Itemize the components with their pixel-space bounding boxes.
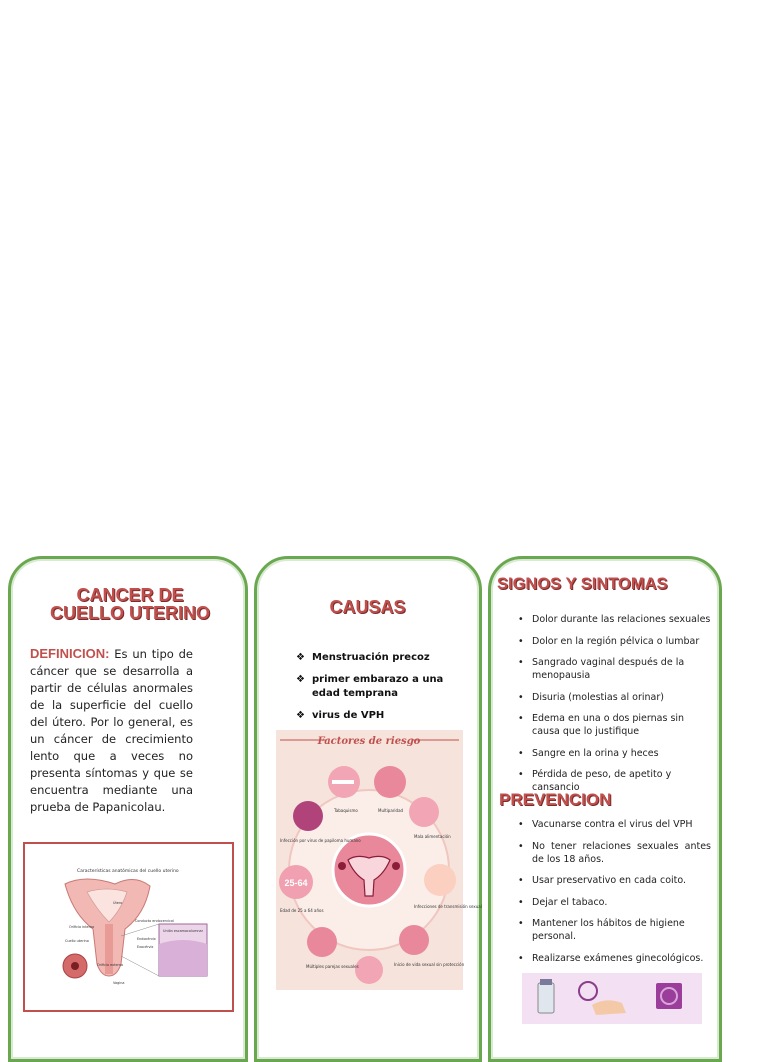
bullet-icon: • [518, 875, 524, 886]
list-item [516, 840, 711, 866]
factor-label-multiparidad: Multiparidad [378, 808, 404, 813]
diamond-bullet-icon: ❖ [296, 652, 305, 663]
ovary-right-icon [392, 862, 400, 870]
symptoms-list [516, 613, 711, 803]
definition-text: Es un tipo de cáncer que se desarrolla a partir de células anormales de la superficie del cuello del útero. Por lo general, es un cáncer de crecimiento lento que a veces no presenta síntomas y que se encuentra mediante una prueba de Papanicolau. [30, 647, 193, 814]
symptom-text: Edema en una o dos piernas sin causa que lo justifique [532, 713, 685, 737]
bullet-icon: • [518, 713, 524, 724]
prevention-title: PREVENCION [499, 790, 612, 809]
infographic-title: Factores de riesgo [317, 736, 421, 747]
vida-sexual-icon [399, 925, 429, 955]
panel2-title: CAUSAS [329, 597, 406, 617]
symptom-text: Disuria (molestias al orinar) [532, 691, 664, 703]
anatomy-figure-frame [23, 842, 234, 1012]
title-line-1: CANCER DE [76, 585, 184, 605]
factor-label-tabaquismo: Tabaquismo [334, 808, 358, 813]
cigarette-icon [332, 780, 354, 784]
definition-label: DEFINICION [30, 646, 106, 661]
list-item [516, 613, 711, 626]
symptom-text: Dolor durante las relaciones sexuales [532, 614, 711, 625]
bullet-icon: • [518, 769, 524, 780]
age-badge: 25-64 [284, 878, 308, 888]
bullet-icon: • [518, 747, 524, 759]
list-item [516, 952, 711, 965]
vph-icon [293, 801, 323, 831]
its-icon [424, 864, 456, 896]
cause-text: primer embarazo a una edad temprana [312, 674, 444, 699]
diamond-bullet-icon: ❖ [296, 674, 305, 685]
prevention-text: Vacunarse contra el virus del VPH [532, 819, 693, 830]
factor-label-vida-sexual: Inicio de vida sexual sin protección [394, 962, 465, 967]
factor-label-vph: Infección por virus de papiloma humano [280, 838, 361, 843]
prevention-text: Dejar el tabaco. [532, 896, 608, 908]
prevention-icons [522, 973, 702, 1024]
list-item [516, 691, 711, 704]
label-endocervix: Endocérvix [137, 937, 156, 941]
vaccine-vial-icon [538, 983, 554, 1013]
bullet-icon: • [518, 614, 524, 625]
bullet-icon: • [518, 952, 524, 964]
factor-label-alimentacion: Mala alimentación [414, 834, 451, 839]
prevention-list [516, 818, 711, 973]
definition-colon: : [105, 646, 110, 661]
symptom-text: Sangrado vaginal después de la menopausia [532, 657, 685, 681]
figure-title: Características anatómicas del cuello uterino [77, 869, 179, 874]
panel1-title [30, 586, 230, 622]
multiparidad-icon [374, 766, 406, 798]
timer-icon [579, 982, 597, 1000]
factor-label-edad: Edad de 25 a 64 años [280, 908, 324, 913]
list-item [296, 673, 456, 701]
bullet-icon: • [518, 635, 524, 647]
factor-label-its: Infecciones de transmisión sexual [414, 904, 482, 909]
list-item [516, 712, 711, 738]
prevention-text: Mantener los hábitos de higiene personal. [532, 918, 685, 942]
bullet-icon: • [518, 657, 524, 668]
bullet-icon: • [518, 840, 524, 852]
list-item [296, 651, 456, 665]
risk-factors-infographic [276, 730, 482, 990]
symptom-text: Dolor en la región pélvica o lumbar [532, 635, 700, 647]
zoom-line-2 [121, 956, 159, 976]
vial-cap-icon [540, 979, 552, 985]
hand-icon [592, 1000, 626, 1015]
anatomy-figure [25, 844, 232, 1010]
symptom-text: Sangre en la orina y heces [532, 747, 659, 759]
label-union-escamocolumnar: Unión escamocolumnar [163, 929, 203, 933]
symptom-text: Pérdida de peso, de apetito y cansancio [532, 769, 672, 793]
list-item [516, 874, 711, 887]
bullet-icon: • [518, 819, 524, 830]
label-vagina: Vagina [113, 981, 125, 985]
prevention-image-strip [522, 973, 702, 1024]
cervix-os-inner [71, 962, 79, 970]
infographic-art [276, 730, 482, 990]
list-item [296, 709, 456, 723]
factor-label-parejas: Múltiples parejas sexuales [306, 964, 359, 969]
lupa-icon [355, 956, 383, 984]
label-orificio-externo: Orificio externo [97, 963, 124, 967]
list-item [516, 635, 711, 648]
tissue-layer [159, 940, 207, 976]
bullet-icon: • [518, 896, 524, 908]
list-item [516, 818, 711, 831]
condom-package-icon [656, 983, 682, 1009]
title-line-2: CUELLO UTERINO [50, 603, 210, 623]
label-conducto-endocervical: Conducto endocervical [135, 919, 174, 923]
label-utero: Útero [113, 901, 123, 905]
prevention-text: Realizarse exámenes ginecológicos. [532, 952, 704, 964]
parejas-icon [307, 927, 337, 957]
causes-list [296, 651, 456, 731]
diamond-bullet-icon: ❖ [296, 710, 305, 721]
label-orificio-interno: Orificio interno [69, 925, 95, 929]
bullet-icon: • [518, 918, 524, 929]
list-item [516, 656, 711, 682]
ovary-left-icon [338, 862, 346, 870]
cause-text: Menstruación precoz [312, 652, 430, 663]
label-cuello-uterino: Cuello uterino [65, 939, 89, 943]
prevention-text: Usar preservativo en cada coito. [532, 875, 687, 886]
label-exocervix: Exocérvix [137, 945, 154, 949]
bullet-icon: • [518, 691, 524, 703]
mala-alimentacion-icon [409, 797, 439, 827]
list-item [516, 896, 711, 909]
definition-paragraph [30, 645, 193, 816]
list-item [516, 747, 711, 760]
prevention-text: No tener relaciones sexuales antes de los 18 años. [532, 840, 711, 865]
panel3-title: SIGNOS Y SINTOMAS [497, 575, 668, 593]
cause-text: virus de VPH [312, 710, 385, 721]
list-item [516, 917, 711, 943]
